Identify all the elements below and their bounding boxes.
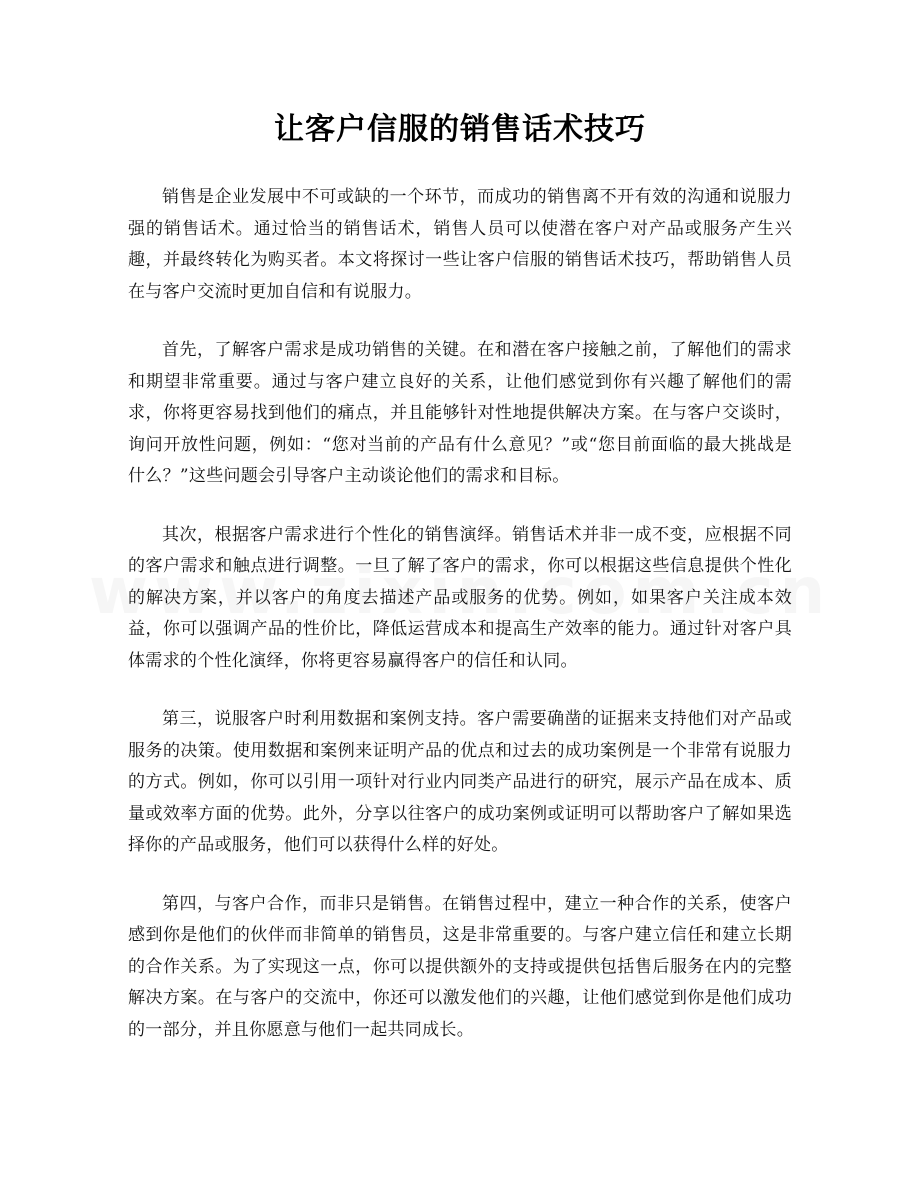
- paragraph-second: 其次，根据客户需求进行个性化的销售演绎。销售话术并非一成不变，应根据不同的客户需求和触点进行调整。一旦了解了客户的需求，你可以根据这些信息提供个性化的解决方案，并以客户的角度去描述产品或服务的优势。例如，如果客户关注成本效益，你可以强调产品的性价比，降低运营成本和提高生产效率的能力。通过针对客户具体需求的个性化演绎，你将更容易赢得客户的信任和认同。: [128, 524, 792, 671]
- document-title: 让客户信服的销售话术技巧: [274, 112, 646, 147]
- paragraph-first: 首先，了解客户需求是成功销售的关键。在和潜在客户接触之前，了解他们的需求和期望非常重要。通过与客户建立良好的关系，让他们感觉到你有兴趣了解他们的需求，你将更容易找到他们的痛点，并且能够针对性地提供解决方案。在与客户交谈时，询问开放性问题，例如：“您对当前的产品有什么意见？”或“您目前面临的最大挑战是什么？”这些问题会引导客户主动谈论他们的需求和目标。: [128, 340, 792, 486]
- paragraph-third: 第三，说服客户时利用数据和案例支持。客户需要确凿的证据来支持他们对产品或服务的决策。使用数据和案例来证明产品的优点和过去的成功案例是一个非常有说服力的方式。例如，你可以引用一项针对行业内同类产品进行的研究，展示产品在成本、质量或效率方面的优势。此外，分享以往客户的成功案例或证明可以帮助客户了解如果选择你的产品或服务，他们可以获得什么样的好处。: [128, 709, 792, 855]
- paragraph-intro: 销售是企业发展中不可或缺的一个环节，而成功的销售离不开有效的沟通和说服力强的销售话术。通过恰当的销售话术，销售人员可以使潜在客户对产品或服务产生兴趣，并最终转化为购买者。本文将探讨一些让客户信服的销售话术技巧，帮助销售人员在与客户交流时更加自信和有说服力。: [128, 187, 792, 302]
- paragraph-fourth: 第四，与客户合作，而非只是销售。在销售过程中，建立一种合作的关系，使客户感到你是他们的伙伴而非简单的销售员，这是非常重要的。与客户建立信任和建立长期的合作关系。为了实现这一点，你可以提供额外的支持或提供包括售后服务在内的完整解决方案。在与客户的交流中，你还可以激发他们的兴趣，让他们感觉到你是他们成功的一部分，并且你愿意与他们一起共同成长。: [128, 893, 792, 1040]
